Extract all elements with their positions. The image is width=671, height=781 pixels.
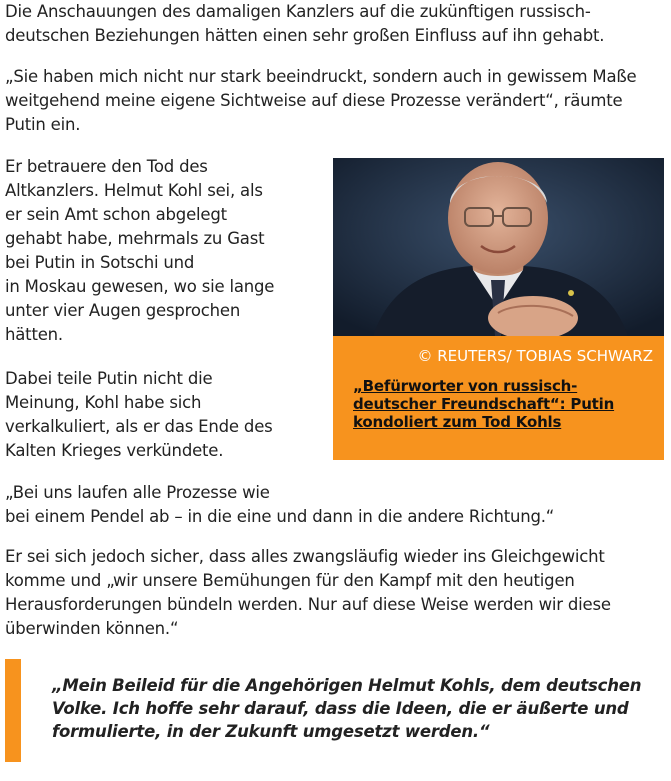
paragraph-kanzler-views bbox=[5, 0, 665, 48]
kohl-photo[interactable] bbox=[333, 158, 664, 336]
photo-caption-link[interactable] bbox=[353, 377, 653, 431]
text-line: verkalkuliert, als er das Ende des bbox=[5, 417, 273, 436]
paragraph-pendulum-quote bbox=[5, 481, 665, 529]
photo-credit: © REUTERS/ TOBIAS SCHWARZ bbox=[417, 347, 653, 365]
paragraph-balance bbox=[5, 545, 665, 641]
text-line: er sein Amt schon abgelegt bbox=[5, 205, 227, 224]
text-line: „Bei uns laufen alle Prozesse wie bbox=[5, 483, 270, 502]
quote-line: „Mein Beileid für die Angehörigen Helmut Kohls, dem deutschen bbox=[52, 676, 642, 695]
text-line: Kalten Krieges verkündete. bbox=[5, 441, 224, 460]
text-line: Altkanzlers. Helmut Kohl sei, als bbox=[5, 181, 263, 200]
quote-line: Volke. Ich hoffe sehr darauf, dass die Ideen, die er äußerte und bbox=[52, 699, 629, 718]
text-line: Die Anschauungen des damaligen Kanzlers auf die zukünftigen russisch- bbox=[5, 2, 591, 21]
kohl-portrait-illustration bbox=[333, 158, 664, 336]
caption-line: kondoliert zum Tod Kohls bbox=[353, 413, 562, 431]
text-line: Meinung, Kohl habe sich bbox=[5, 393, 202, 412]
text-line: gehabt habe, mehrmals zu Gast bbox=[5, 229, 265, 248]
paragraph-putin-quote-impressed bbox=[5, 65, 665, 137]
text-line: Er sei sich jedoch sicher, dass alles zwangsläufig wieder ins Gleichgewicht bbox=[5, 547, 605, 566]
text-line: überwinden können.“ bbox=[5, 619, 179, 638]
photo-box bbox=[333, 158, 664, 460]
paragraph-cold-war bbox=[5, 367, 325, 463]
paragraph-mourning bbox=[5, 155, 325, 347]
blockquote bbox=[52, 674, 652, 743]
text-line: weitgehend meine eigene Sichtweise auf diese Prozesse verändert“, räumte bbox=[5, 91, 623, 110]
caption-line: deutscher Freundschaft“: Putin bbox=[353, 395, 615, 413]
text-line: Herausforderungen bündeln werden. Nur auf diese Weise werden wir diese bbox=[5, 595, 611, 614]
text-line: komme und „wir unsere Bemühungen für den Kampf mit den heutigen bbox=[5, 571, 575, 590]
text-line: bei Putin in Sotschi und bbox=[5, 253, 195, 272]
text-line: hätten. bbox=[5, 325, 63, 344]
quote-accent-bar bbox=[5, 659, 21, 762]
text-line: unter vier Augen gesprochen bbox=[5, 301, 241, 320]
text-line: „Sie haben mich nicht nur stark beeindruckt, sondern auch in gewissem Maße bbox=[5, 67, 637, 86]
text-line: Er betrauere den Tod des bbox=[5, 157, 208, 176]
text-line: Putin ein. bbox=[5, 115, 81, 134]
text-line: in Moskau gewesen, wo sie lange bbox=[5, 277, 275, 296]
caption-line: „Befürworter von russisch- bbox=[353, 377, 578, 395]
text-line: bei einem Pendel ab – in die eine und dann in die andere Richtung.“ bbox=[5, 507, 555, 526]
quote-line: formulierte, in der Zukunft umgesetzt werden.“ bbox=[52, 722, 490, 741]
text-line: Dabei teile Putin nicht die bbox=[5, 369, 213, 388]
text-line: deutschen Beziehungen hätten einen sehr großen Einfluss auf ihn gehabt. bbox=[5, 26, 605, 45]
